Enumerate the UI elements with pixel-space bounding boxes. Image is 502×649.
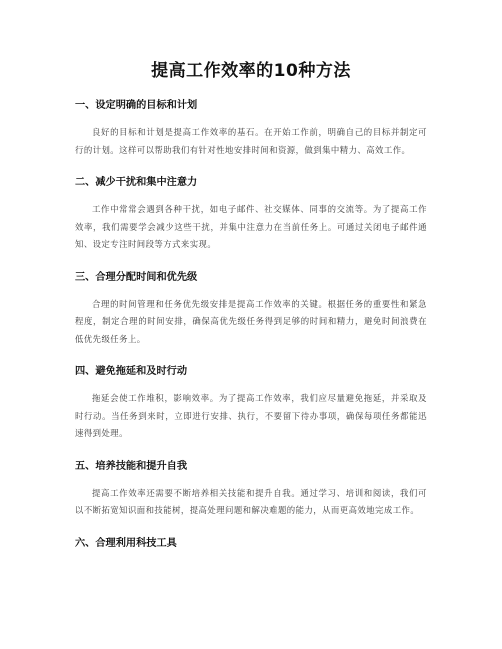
section-4 [75, 365, 427, 443]
section-6 [75, 537, 427, 551]
section-2 [75, 176, 427, 254]
section-heading: 五、培养技能和提升自我 [75, 460, 188, 472]
section-5 [75, 460, 427, 520]
section-3 [75, 271, 427, 349]
section-1 [75, 99, 427, 159]
section-heading: 六、合理利用科技工具 [75, 537, 177, 549]
section-body: 工作中常常会遇到各种干扰，如电子邮件、社交媒体、同事的交流等。为了提高工作效率，我们需要学会减少这些干扰，并集中注意力在当前任务上。可通过关闭电子邮件通知、设定专注时间段等方式来实现。 [75, 204, 427, 249]
section-body: 提高工作效率还需要不断培养相关技能和提升自我。通过学习、培训和阅读，我们可以不断拓宽知识面和技能树，提高处理问题和解决难题的能力，从而更高效地完成工作。 [75, 487, 427, 515]
section-body: 拖延会使工作堆积，影响效率。为了提高工作效率，我们应尽量避免拖延，并采取及时行动。当任务到来时，立即进行安排、执行，不要留下待办事项，确保每项任务都能迅速得到处理。 [75, 393, 427, 438]
section-heading: 四、避免拖延和及时行动 [75, 366, 188, 377]
section-body: 合理的时间管理和任务优先级安排是提高工作效率的关键。根据任务的重要性和紧急程度，制定合理的时间安排，确保高优先级任务得到足够的时间和精力，避免时间浪费在低优先级任务上。 [75, 298, 427, 344]
section-body: 良好的目标和计划是提高工作效率的基石。在开始工作前，明确自己的目标并制定可行的计划。这样可以帮助我们有针对性地安排时间和资源，做到集中精力、高效工作。 [75, 127, 427, 155]
document-title: 提高工作效率的10种方法 [151, 61, 351, 81]
section-heading: 三、合理分配时间和优先级 [75, 271, 198, 283]
section-heading: 二、减少干扰和集中注意力 [75, 177, 198, 188]
section-heading: 一、设定明确的目标和计划 [75, 100, 198, 111]
